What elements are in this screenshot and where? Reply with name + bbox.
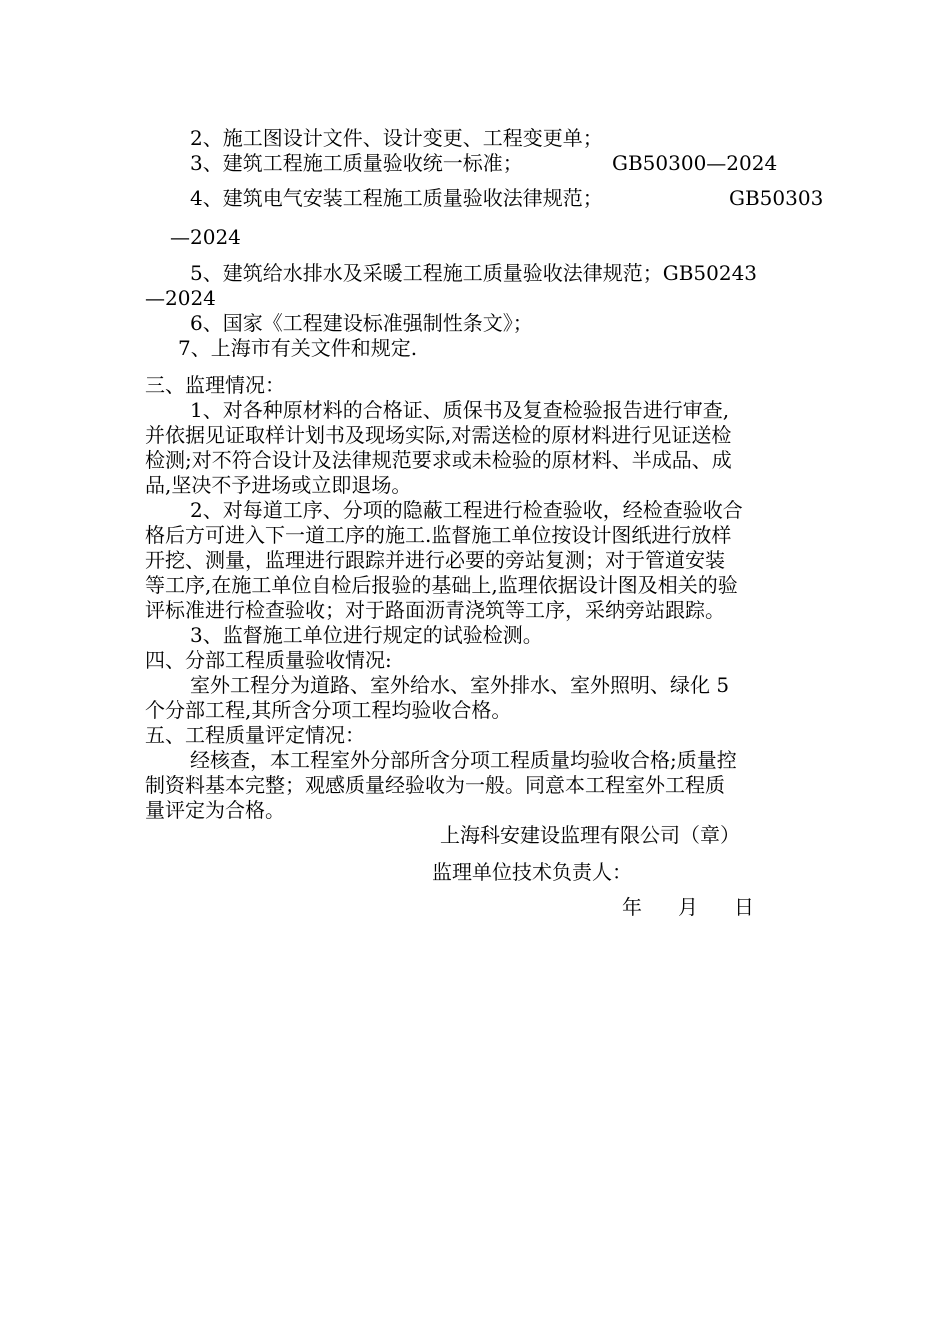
technical-responsible-label: 监理单位技术负责人： [432, 860, 632, 884]
date-line [622, 895, 754, 919]
section-3-p2-line: 等工序,在施工单位自检后报验的基础上,监理依据设计图及相关的验 [145, 573, 738, 597]
section-3-p1-line: 1、对各种原材料的合格证、质保书及复查检验报告进行审查, [190, 398, 730, 422]
reference-item-6: 6、国家《工程建设标准强制性条文》； [190, 311, 533, 335]
date-month-label: 月 [678, 895, 698, 919]
section-3-p1-line: 并依据见证取样计划书及现场实际,对需送检的原材料进行见证送检 [145, 423, 732, 447]
section-4-line: 室外工程分为道路、室外给水、室外排水、室外照明、绿化 5 [190, 673, 730, 697]
section-4-line: 个分部工程,其所含分项工程均验收合格。 [145, 698, 512, 722]
section-3-p1-line: 品,坚决不予进场或立即退场。 [145, 473, 412, 497]
section-3-p2-line: 2、对每道工序、分项的隐蔽工程进行检查验收，经检查验收合 [190, 498, 743, 522]
section-3-p2-line: 开挖、测量，监理进行跟踪并进行必要的旁站复测；对于管道安装 [145, 548, 725, 572]
section-3-p1-line: 检测;对不符合设计及法律规范要求或未检验的原材料、半成品、成 [145, 448, 732, 472]
date-day-label: 日 [734, 895, 754, 919]
reference-item-4-year: —2024 [170, 225, 241, 249]
reference-item-4-code: GB50303 [729, 186, 824, 210]
section-5-line: 制资料基本完整；观感质量经验收为一般。同意本工程室外工程质 [145, 773, 725, 797]
supervisor-company-seal-line: 上海科安建设监理有限公司（章） [440, 823, 740, 847]
reference-item-3-code: GB50300—2024 [612, 151, 778, 175]
section-5-heading: 五、工程质量评定情况： [145, 723, 365, 747]
section-3-p2-line: 格后方可进入下一道工序的施工.监督施工单位按设计图纸进行放样 [145, 523, 732, 547]
section-3-p3: 3、监督施工单位进行规定的试验检测。 [190, 623, 543, 647]
date-year-label: 年 [622, 895, 642, 919]
section-4-heading: 四、分部工程质量验收情况: [145, 648, 392, 672]
section-3-heading: 三、监理情况： [145, 373, 285, 397]
reference-item-5-year: —2024 [145, 286, 216, 310]
section-3-p2-line: 评标准进行检查验收；对于路面沥青浇筑等工序，采纳旁站跟踪。 [145, 598, 725, 622]
section-5-line: 量评定为合格。 [145, 798, 285, 822]
section-5-line: 经核查，本工程室外分部所含分项工程质量均验收合格;质量控 [190, 748, 737, 772]
reference-item-2: 2、施工图设计文件、设计变更、工程变更单； [190, 126, 603, 150]
reference-item-4: 4、建筑电气安装工程施工质量验收法律规范； [190, 186, 603, 210]
reference-item-3: 3、建筑工程施工质量验收统一标准； [190, 151, 523, 175]
reference-item-5: 5、建筑给水排水及采暖工程施工质量验收法律规范；GB50243 [190, 261, 758, 285]
reference-item-7: 7、上海市有关文件和规定. [178, 336, 418, 360]
